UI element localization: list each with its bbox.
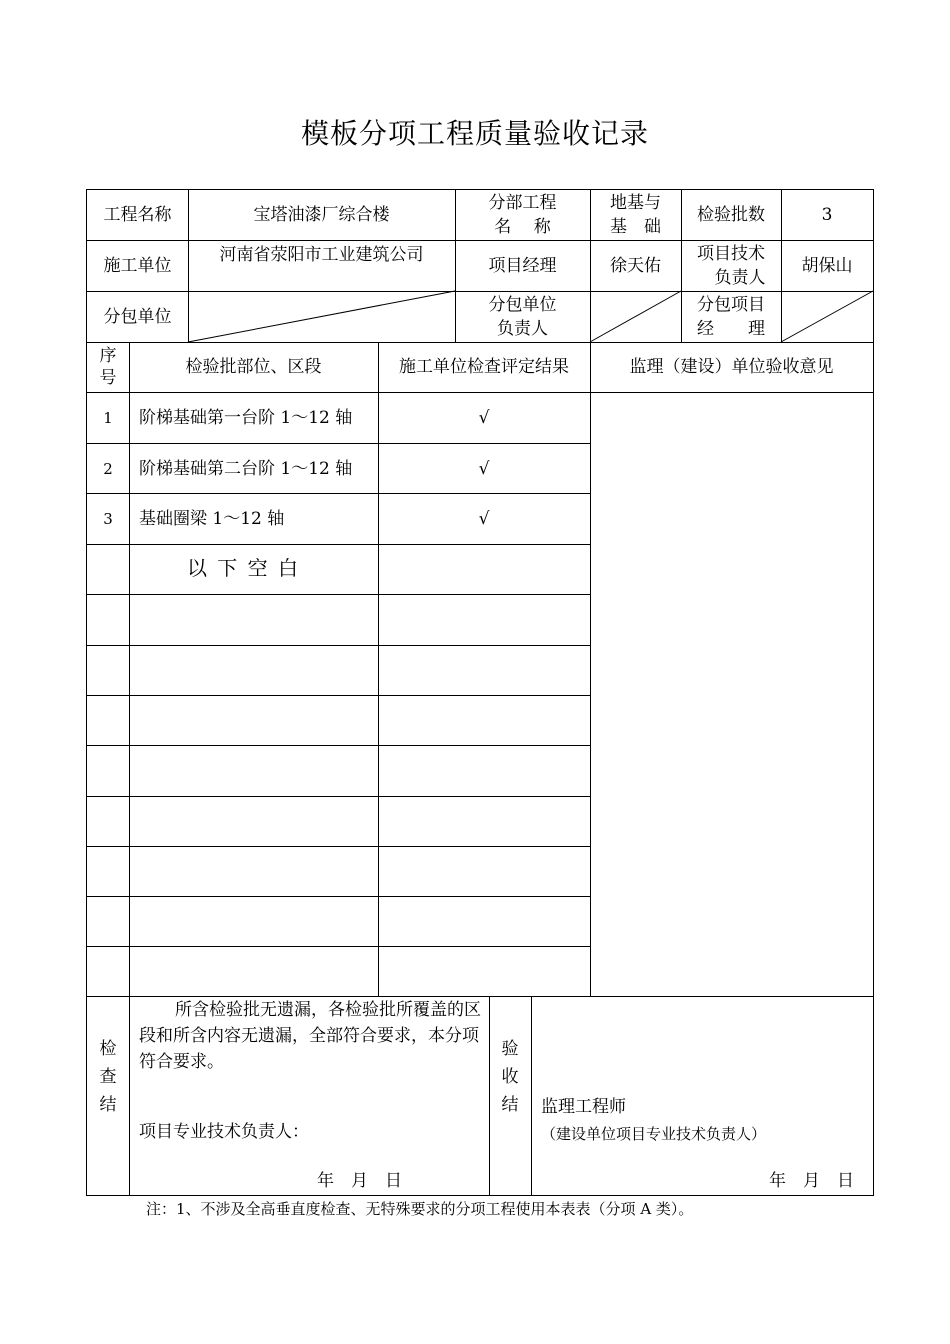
check-conclusion-label [87,997,129,1197]
accept-conclusion-label [489,997,531,1197]
contractor-value: 河南省荥阳市工业建筑公司 [219,245,424,265]
check-label-char2: 查 [99,1067,117,1087]
accept-label-char1: 验 [501,1039,519,1059]
sub-project-value-line2: 基 础 [610,217,661,237]
row-location: 阶梯基础第二台阶 1～12 轴 [139,459,353,479]
supervisor-opinion-header: 监理（建设）单位验收意见 [629,357,834,377]
check-date: 年 月 日 [317,1171,402,1191]
sub-project-label-line2: 名 称 [494,217,551,237]
blank-below-note: 以 下 空 白 [186,555,301,580]
sub-project-value [590,190,681,240]
project-name-value: 宝塔油漆厂综合楼 [253,205,390,225]
sub-lead-label-line2: 负责人 [497,319,548,339]
page-title: 模板分项工程质量验收记录 [300,117,649,150]
check-label-char1: 检 [99,1039,117,1059]
seq-header-line2: 号 [99,368,117,388]
row-result: √ [478,459,490,479]
accept-signer: 监理工程师 [541,1097,626,1117]
empty-cell-diagonal [188,291,455,342]
row-seq: 2 [103,460,113,478]
tech-lead-value: 胡保山 [801,256,853,276]
seq-header [87,342,129,392]
tech-lead-label [681,241,781,291]
row-location: 阶梯基础第一台阶 1～12 轴 [139,408,353,428]
row-result: √ [478,509,490,529]
check-signer: 项目专业技术负责人： [139,1122,309,1142]
check-label-char3: 结 [99,1095,117,1115]
sub-pm-label-line2: 经 理 [697,319,765,339]
accept-signer-note: （建设单位项目专业技术负责人） [541,1125,767,1143]
row-seq: 3 [103,510,113,528]
accept-date: 年 月 日 [769,1171,854,1191]
accept-label-char2: 收 [501,1067,519,1087]
pm-value: 徐天佑 [610,256,661,276]
row-result: √ [478,408,490,428]
batch-count-value: 3 [821,205,833,225]
pm-label: 项目经理 [488,256,557,276]
sub-project-label-line1: 分部工程 [488,193,557,213]
acceptance-table [86,189,874,1196]
empty-cell-diagonal [590,291,681,342]
seq-header-line1: 序 [99,346,117,366]
sub-project-value-line1: 地基与 [610,193,661,213]
check-conclusion-text: 所含检验批无遗漏，各检验批所覆盖的区段和所含内容无遗漏，全部符合要求，本分项符合要求。 [139,1000,481,1072]
sub-pm-label-line1: 分包项目 [697,295,765,315]
contractor-label: 施工单位 [103,256,172,276]
sub-project-label [455,190,590,240]
location-header: 检验批部位、区段 [185,357,322,377]
row-seq: 1 [103,409,113,427]
contractor-result-header: 施工单位检查评定结果 [399,357,569,377]
footnote: 注：1、不涉及全高垂直度检查、无特殊要求的分项工程使用本表表（分项 A 类）。 [146,1200,694,1218]
tech-lead-label-line1: 项目技术 [697,244,765,264]
row-location: 基础圈梁 1～12 轴 [139,509,285,529]
batch-count-label: 检验批数 [697,205,765,225]
accept-label-char3: 结 [501,1095,519,1115]
sub-pm-label [681,292,781,342]
sub-lead-label-line1: 分包单位 [488,295,557,315]
sub-lead-label [455,292,590,342]
empty-cell-diagonal [781,291,873,342]
subcontractor-label: 分包单位 [103,307,172,327]
project-name-label: 工程名称 [103,205,172,225]
tech-lead-label-line2: 负责人 [714,268,766,288]
